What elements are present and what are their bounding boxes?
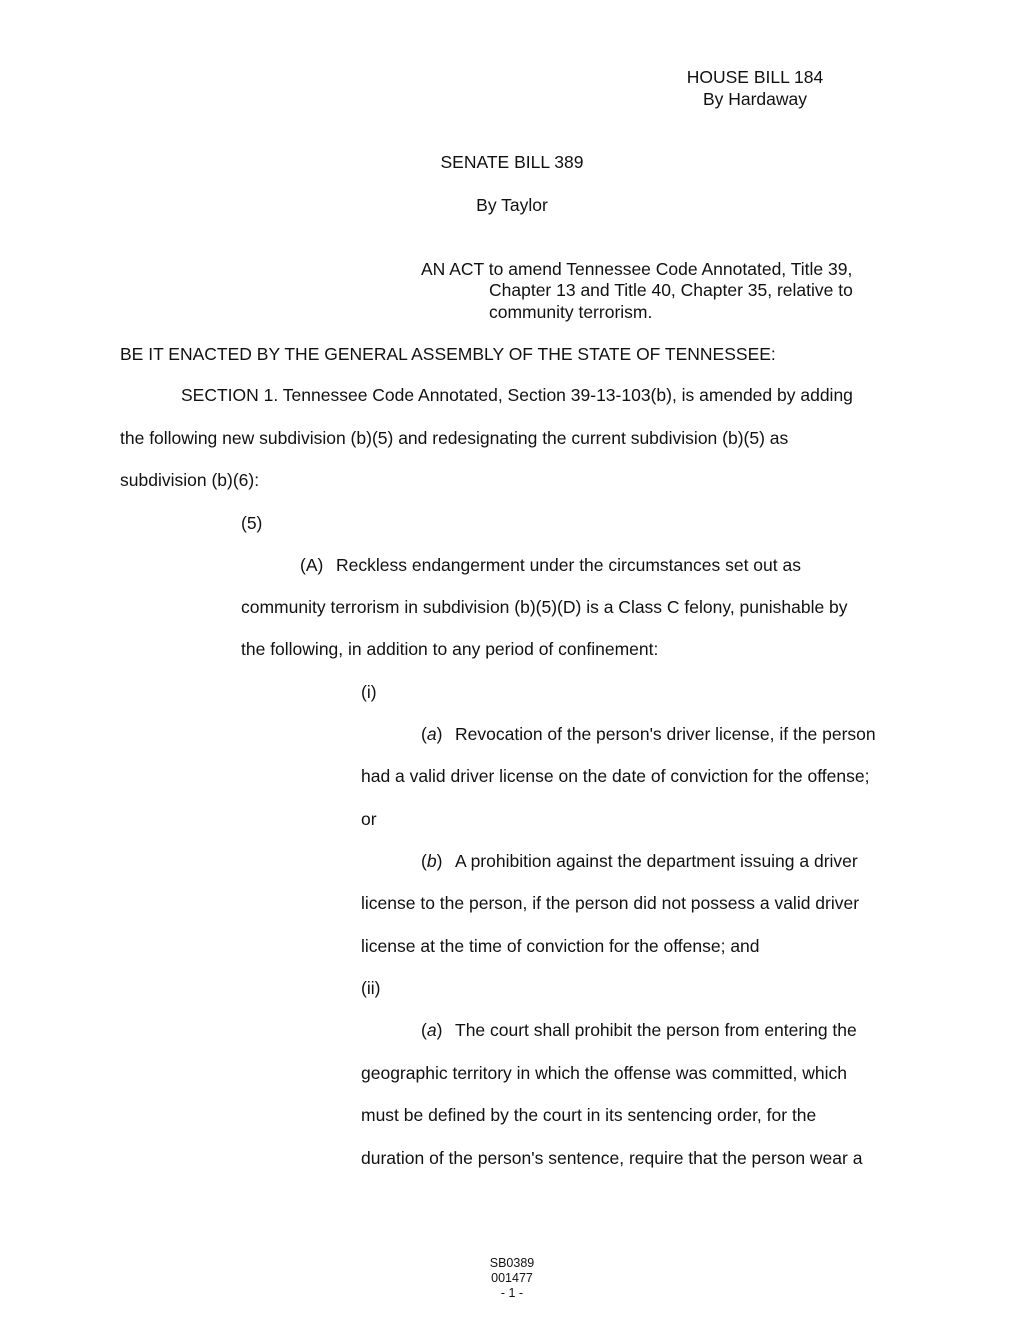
footer-bill-code: SB0389: [489, 1256, 535, 1270]
item-i-b-label: (b): [421, 851, 443, 871]
enacting-clause: BE IT ENACTED BY THE GENERAL ASSEMBLY OF THE STATE OF TENNESSEE:: [120, 344, 776, 364]
item-i-a-label: (a): [421, 724, 443, 744]
item-ii-a-line-2: geographic territory in which the offense was committed, which: [361, 1063, 848, 1083]
section-1-line-1: SECTION 1. Tennessee Code Annotated, Section 39-13-103(b), is amended by adding: [181, 385, 853, 405]
item-ii-a-label: (a): [421, 1020, 443, 1040]
subdivision-5-label: (5): [241, 513, 263, 533]
item-i-b-line-2: license to the person, if the person did not possess a valid driver: [361, 893, 860, 913]
caption-line-1: AN ACT to amend Tennessee Code Annotated, Title 39,: [421, 259, 853, 279]
senate-bill-number: SENATE BILL 389: [440, 152, 584, 172]
item-i-a-line-3: or: [361, 809, 377, 829]
caption-line-3: community terrorism.: [489, 302, 653, 322]
item-i-a-line-2: had a valid driver license on the date of conviction for the offense;: [361, 766, 870, 786]
item-i-label: (i): [361, 682, 377, 702]
item-ii-a-line-4: duration of the person's sentence, require that the person wear a: [361, 1148, 863, 1168]
subdivision-A-line-2: community terrorism in subdivision (b)(5)(D) is a Class C felony, punishable by: [241, 597, 848, 617]
house-bill-number: HOUSE BILL 184: [686, 67, 824, 87]
subdivision-A-label: (A): [300, 555, 324, 575]
item-i-a-line-1: Revocation of the person's driver license, if the person: [455, 724, 876, 744]
item-ii-a-line-1: The court shall prohibit the person from entering the: [455, 1020, 857, 1040]
footer-page-number: - 1 -: [500, 1286, 524, 1300]
item-i-b-line-1: A prohibition against the department issuing a driver: [455, 851, 858, 871]
section-1-line-3: subdivision (b)(6):: [120, 470, 260, 490]
section-1-line-2: the following new subdivision (b)(5) and redesignating the current subdivision (b)(5) as: [120, 428, 789, 448]
item-i-b-line-3: license at the time of conviction for the offense; and: [361, 936, 760, 956]
subdivision-A-line-3: the following, in addition to any period of confinement:: [241, 639, 659, 659]
footer-doc-number: 001477: [491, 1271, 533, 1285]
senate-bill-sponsor: By Taylor: [476, 195, 548, 215]
caption-line-2: Chapter 13 and Title 40, Chapter 35, relative to: [489, 280, 853, 300]
item-ii-label: (ii): [361, 978, 381, 998]
subdivision-A-line-1: Reckless endangerment under the circumstances set out as: [336, 555, 801, 575]
item-ii-a-line-3: must be defined by the court in its sentencing order, for the: [361, 1105, 817, 1125]
house-bill-sponsor: By Hardaway: [702, 89, 808, 109]
